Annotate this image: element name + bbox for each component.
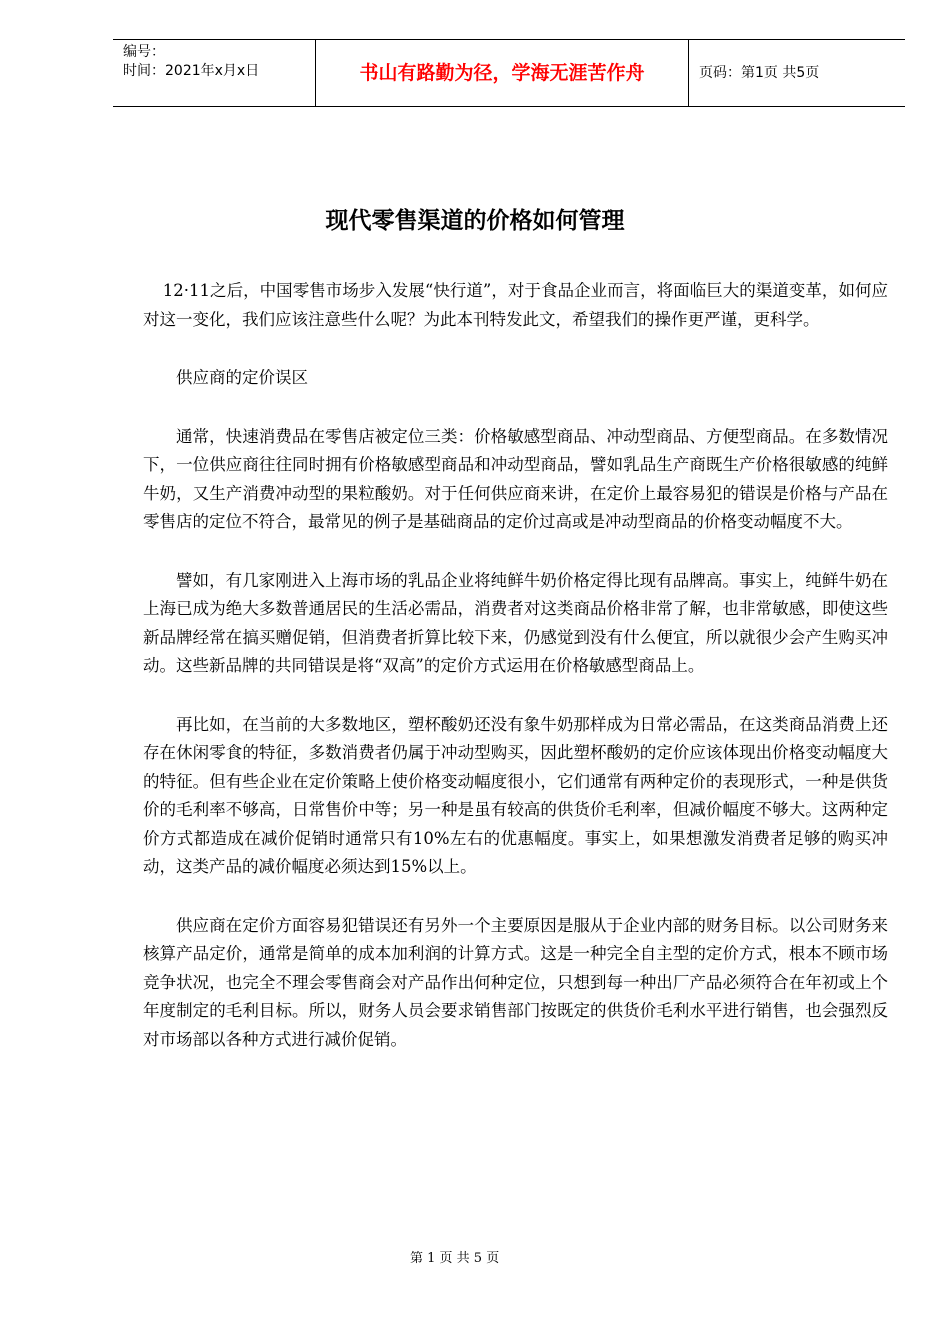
document-body [143,277,888,1084]
paragraph: 譬如，有几家刚进入上海市场的乳品企业将纯鲜牛奶价格定得比现有品牌高。事实上，纯鲜牛奶在上海已成为绝大多数普通居民的生活必需品，消费者对这类商品价格非常了解，也非常敏感，即使这些新品牌经常在搞买赠促销，但消费者折算比较下来，仍感觉到没有什么便宜，所以就很少会产生购买冲动。这些新品牌的共同错误是将“双高”的定价方式运用在价格敏感型商品上。 [143,570,888,675]
paragraph: 再比如，在当前的大多数地区，塑杯酸奶还没有象牛奶那样成为日常必需品，在这类商品消费上还存在休闲零食的特征，多数消费者仍属于冲动型购买，因此塑杯酸奶的定价应该体现出价格变动幅度大的特征。但有些企业在定价策略上使价格变动幅度很小，它们通常有两种定价的表现形式，一种是供货价的毛利率不够高，日常售价中等；另一种是虽有较高的供货价毛利率，但减价幅度不够大。这两种定价方式都造成在减价促销时通常只有10%左右的优惠幅度。事实上，如果想激发消费者足够的购买冲动，这类产品的减价幅度必须达到15%以上。 [143,714,888,876]
header-meta [113,40,315,106]
document-title: 现代零售渠道的价格如何管理 [325,207,625,234]
time-label: 时间：2021年x月x日 [123,63,260,79]
paragraph: 供应商在定价方面容易犯错误还有另外一个主要原因是服从于企业内部的财务目标。以公司财务来核算产品定价，通常是简单的成本加利润的计算方式。这是一种完全自主型的定价方式，根本不顾市场竞争状况，也完全不理会零售商会对产品作出何种定位，只想到每一种出厂产品必须符合在年初或上个年度制定的毛利目标。所以，财务人员会要求销售部门按既定的供货价毛利水平进行销售，也会强烈反对市场部以各种方式进行减价促销。 [143,915,888,1049]
paragraph-intro: 12·11之后，中国零售市场步入发展“快行道”，对于食品企业而言，将面临巨大的渠道变革，如何应对这一变化，我们应该注意些什么呢？为此本刊特发此文，希望我们的操作更严谨，更科学。 [143,281,888,329]
page-header [113,39,905,107]
page-footer: 第 1 页 共 5 页 [410,1251,500,1266]
paragraph: 通常，快速消费品在零售店被定位三类：价格敏感型商品、冲动型商品、方便型商品。在多数情况下，一位供应商往往同时拥有价格敏感型商品和冲动型商品，譬如乳品生产商既生产价格很敏感的纯鲜牛奶，又生产消费冲动型的果粒酸奶。对于任何供应商来讲，在定价上最容易犯的错误是价格与产品在零售店的定位不符合，最常见的例子是基础商品的定价过高或是冲动型商品的价格变动幅度不大。 [143,426,888,531]
header-motto: 书山有路勤为径，学海无涯苦作舟 [315,40,689,106]
header-page-info: 页码：第1页 共5页 [699,65,820,81]
number-label: 编号： [123,44,165,60]
section-heading: 供应商的定价误区 [176,368,308,387]
